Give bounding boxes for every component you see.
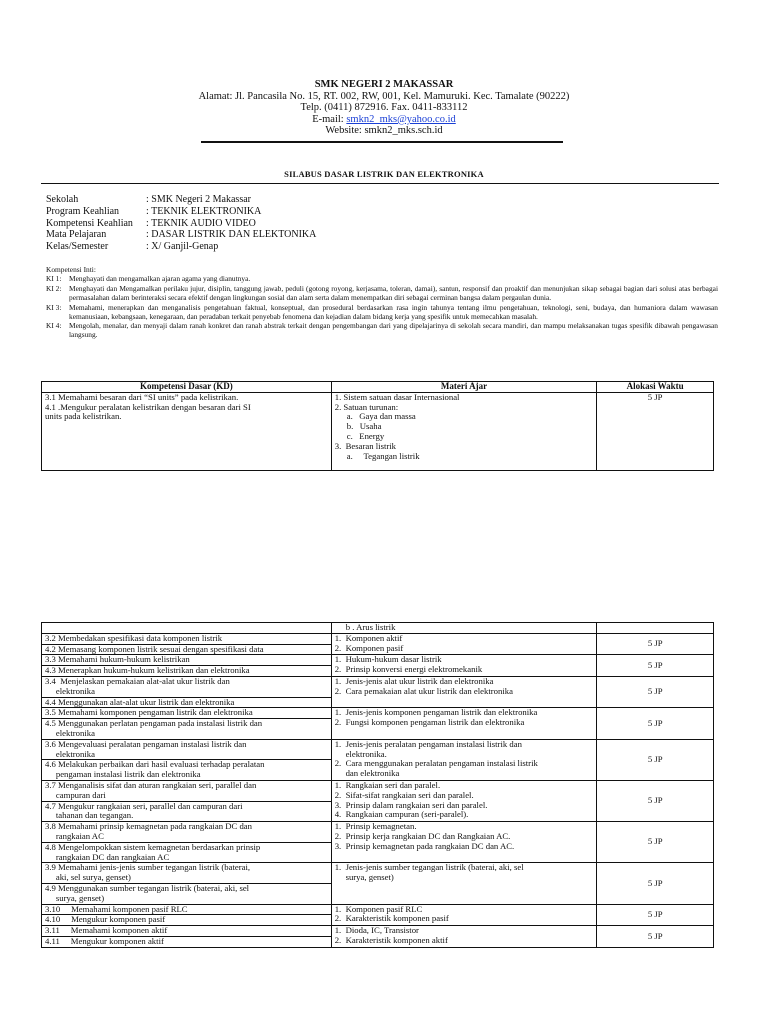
table-row	[42, 863, 714, 884]
materi-line: 2. Karakteristik komponen pasif	[334, 913, 449, 924]
kd-line: 3.10 Memahami komponen pasif RLC	[45, 903, 188, 914]
table-row	[42, 926, 714, 937]
materi-line: 1. Komponen pasif RLC	[334, 903, 423, 914]
materi-line: 2. Satuan turunan:	[334, 401, 399, 412]
materi-line: 2. Prinsip konversi energi elektromekanik	[334, 664, 483, 675]
ki-item	[46, 322, 718, 340]
kd-line: 3.11 Memahami komponen aktif	[45, 925, 168, 936]
email-label: E-mail:	[312, 113, 347, 125]
waktu-cell: 5 JP	[597, 708, 714, 739]
kd-cell	[42, 392, 332, 470]
ki-text: Menghayati dan mengamalkan ajaran agama yang dianutnya.	[69, 273, 251, 283]
waktu-cell: 5 JP	[597, 780, 714, 821]
materi-cell	[331, 708, 597, 739]
kd-line: 3.3 Memahami hukum-hukum kelistrikan	[45, 654, 190, 665]
kd-line: surya, genset)	[45, 892, 105, 903]
syllabus-table-1	[41, 381, 714, 471]
kd-line: 3.1 Memahami besaran dari “SI units” pada kelistrikan.	[45, 391, 239, 402]
kd-cell	[42, 633, 332, 644]
materi-line: elektronika.	[334, 748, 387, 759]
table-row	[42, 780, 714, 801]
kd-line: 4.7 Mengukur rangkaian seri, parallel dan campuran dari	[45, 800, 243, 811]
identity-value: : DASAR LISTRIK DAN ELEKTONIKA	[146, 229, 317, 241]
table-row	[42, 623, 714, 634]
materi-line: 1. Komponen aktif	[334, 632, 403, 643]
kd-cell	[42, 822, 332, 843]
table-row	[42, 739, 714, 760]
table-row	[42, 708, 714, 719]
materi-line: 2. Fungsi komponen pengaman listrik dan elektronika	[334, 717, 525, 728]
materi-line: 2. Komponen pasif	[334, 642, 404, 653]
kd-line: rangkaian AC	[45, 830, 104, 841]
kd-cell	[42, 719, 332, 740]
kd-cell	[42, 780, 332, 801]
identity-label: Sekolah	[46, 194, 79, 205]
kd-line: elektronika	[45, 685, 95, 696]
materi-line: 1. Sistem satuan dasar Internasional	[334, 391, 460, 402]
materi-line: surya, genset)	[334, 872, 394, 883]
kd-line: 4.5 Menggunakan perlatan pengaman pada instalasi listrik dan	[45, 718, 263, 729]
kd-cell	[42, 915, 332, 926]
materi-line: a. Tegangan listrik	[346, 450, 420, 461]
ki-label: KI 2:	[46, 283, 62, 293]
kd-cell	[42, 623, 332, 634]
ki-heading: Kompetensi Inti:	[46, 265, 96, 274]
kd-line: 3.8 Memahami prinsip kemagnetan pada rangkaian DC dan	[45, 821, 252, 832]
syllabus-table-2	[41, 622, 714, 948]
materi-line: 2. Cara menggunakan peralatan pengaman instalasi listrik	[334, 758, 538, 769]
kd-cell	[42, 739, 332, 760]
kd-cell	[42, 708, 332, 719]
kd-cell	[42, 926, 332, 937]
kd-cell	[42, 697, 332, 708]
school-phone: Telp. (0411) 872916. Fax. 0411-833112	[300, 102, 468, 114]
ki-list	[46, 275, 718, 340]
table-row	[42, 904, 714, 915]
kd-line: pengaman instalasi listrik dan elektronika	[45, 769, 201, 780]
materi-line: c. Energy	[346, 430, 385, 441]
identity-label: Kelas/Semester	[46, 241, 109, 253]
identity-row	[46, 206, 316, 218]
waktu-cell: 5 JP	[597, 863, 714, 904]
kd-line: 3.6 Mengevaluasi peralatan pengaman instalasi listrik dan	[45, 738, 247, 749]
materi-cell	[331, 780, 597, 821]
table-row	[42, 655, 714, 666]
kd-cell	[42, 760, 332, 781]
identity-label: Mata Pelajaran	[46, 229, 107, 241]
materi-line: 1. Jenis-jenis komponen pengaman listrik dan elektronika	[334, 707, 538, 718]
identity-value: : SMK Negeri 2 Makassar	[146, 194, 251, 205]
kd-line: 3.9 Memahami jenis-jenis sumber tegangan listrik (baterai,	[45, 862, 251, 873]
materi-line: 4. Rangkaian campuran (seri-paralel).	[334, 809, 469, 820]
kd-line: campuran dari	[45, 789, 106, 800]
ki-label: KI 4:	[46, 321, 62, 331]
kd-line: 3.2 Membedakan spesifikasi data komponen listrik	[45, 632, 223, 643]
identity-block	[46, 194, 316, 253]
letterhead-divider	[201, 141, 563, 143]
header-kd: Kompetensi Dasar (KD)	[42, 382, 332, 393]
materi-line: b. Usaha	[346, 421, 382, 432]
kd-cell	[42, 883, 332, 904]
kd-line: 3.5 Memahami komponen pengaman listrik dan elektronika	[45, 707, 253, 718]
document-title: SILABUS DASAR LISTRIK DAN ELEKTRONIKA	[284, 169, 484, 179]
kd-line: 4.4 Menggunakan alat-alat ukur listrik dan elektronika	[45, 696, 235, 707]
waktu-cell: 5 JP	[597, 739, 714, 780]
kd-line: 4.10 Mengukur komponen pasif	[45, 914, 166, 925]
materi-cell	[331, 822, 597, 863]
kd-line: elektronika	[45, 727, 95, 738]
kd-line: 4.6 Melakukan perbaikan dari hasil evaluasi terhadap peralatan	[45, 759, 265, 770]
kd-cell	[42, 655, 332, 666]
identity-row	[46, 218, 316, 230]
identity-label: Program Keahlian	[46, 205, 120, 217]
table-row	[42, 676, 714, 697]
kd-line: 4.3 Menerapkan hukum-hukum kelistrikan dan elektronika	[45, 665, 250, 676]
kd-line: units pada kelistrikan.	[45, 411, 122, 422]
identity-row	[46, 241, 316, 253]
kd-line: tahanan dan tegangan.	[45, 810, 134, 821]
ki-item	[46, 275, 718, 284]
materi-line: 3. Besaran listrik	[334, 440, 397, 451]
letterhead	[0, 79, 768, 137]
email-link[interactable]: smkn2_mks@yahoo.co.id	[346, 113, 456, 125]
waktu-cell: 5 JP	[597, 655, 714, 677]
waktu-cell: 5 JP	[597, 633, 714, 655]
identity-value: : X/ Ganjil-Genap	[146, 241, 219, 253]
school-name: SMK NEGERI 2 MAKASSAR	[314, 79, 454, 90]
materi-cell	[331, 863, 597, 904]
waktu-cell: 5 JP	[597, 904, 714, 926]
school-website: Website: smkn2_mks.sch.id	[325, 125, 443, 137]
materi-line: 2. Cara pemakaian alat ukur listrik dan elektronika	[334, 685, 513, 696]
materi-line: 1. Jenis-jenis peralatan pengaman instalasi listrik dan	[334, 738, 522, 749]
ki-text: Memahami, menerapkan dan menganalisis pengetahuan faktual, konseptual, dan prosedural berdasarkan rasa ingin tahunya tentang ilmu pengetahuan, teknologi, seni, budaya, dan humaniora dalam wawasan kemanusiaan, kebangsaan, kenegaraan, dan peradaban terkait penyebab fenomena dan kejadian dalam bidang kerja yang spesifik untuk memecahkan masalah.	[69, 302, 718, 321]
kd-cell	[42, 801, 332, 822]
identity-label: Kompetensi Keahlian	[46, 217, 133, 229]
materi-cell	[331, 676, 597, 707]
ki-label: KI 1:	[46, 273, 62, 283]
kd-cell	[42, 644, 332, 655]
materi-line: a. Gaya dan massa	[346, 411, 416, 422]
kd-line: 3.4 Menjelaskan pemakaian alat-alat ukur listrik dan	[45, 675, 230, 686]
waktu-cell: 5 JP	[597, 676, 714, 707]
materi-cell: b . Arus listrik	[331, 623, 597, 634]
ki-text: Mengolah, menalar, dan menyaji dalam ranah konkret dan ranah abstrak terkait dengan pengembangan dari yang dipelajarinya di sekolah secara mandiri, dan mampu melaksanakan tugas spesifik dibawah pengawasan langsung.	[69, 321, 718, 340]
identity-row	[46, 194, 316, 206]
core-competence-block	[46, 266, 718, 341]
kd-cell	[42, 666, 332, 677]
kd-line: 4.11 Mengukur komponen aktif	[45, 935, 164, 946]
materi-line: 1. Prinsip kemagnetan.	[334, 821, 417, 832]
materi-line: 2. Sifat-sifat rangkaian seri dan paralel.	[334, 789, 474, 800]
materi-line: 2. Karakteristik komponen aktif	[334, 934, 448, 945]
kd-line: 4.9 Menggunakan sumber tegangan listrik (baterai, aki, sel	[45, 882, 250, 893]
materi-line: 1. Jenis-jenis sumber tegangan listrik (baterai, aki, sel	[334, 862, 524, 873]
kd-cell	[42, 863, 332, 884]
materi-cell	[331, 739, 597, 780]
materi-cell	[331, 904, 597, 926]
materi-line: 1. Jenis-jenis alat ukur listrik dan elektronika	[334, 675, 494, 686]
kd-line: 4.2 Memasang komponen listrik sesuai dengan spesifikasi data	[45, 643, 264, 654]
school-address: Alamat: Jl. Pancasila No. 15, RT. 002, RW, 001, Kel. Mamuruki. Kec. Tamalate (90222)	[198, 90, 570, 102]
title-divider	[41, 183, 719, 184]
table-row	[42, 822, 714, 843]
ki-item	[46, 304, 718, 322]
materi-line: 1. Rangkaian seri dan paralel.	[334, 779, 441, 790]
header-waktu: Alokasi Waktu	[597, 382, 714, 393]
materi-line: 1. Hukum-hukum dasar listrik	[334, 654, 442, 665]
table-row	[42, 633, 714, 644]
kd-line: 4.1 .Mengukur peralatan kelistrikan dengan besaran dari SI	[45, 401, 251, 412]
waktu-cell: 5 JP	[597, 822, 714, 863]
ki-label: KI 3:	[46, 302, 62, 312]
materi-line: 2. Prinsip kerja rangkaian DC dan Rangkaian AC.	[334, 830, 511, 841]
materi-line: 3. Prinsip kemagnetan pada rangkaian DC dan AC.	[334, 840, 515, 851]
materi-cell	[331, 926, 597, 948]
ki-text: Menghayati dan Mengamalkan perilaku jujur, disiplin, tanggung jawab, peduli (gotong royong, kerjasama, toleran, damai), santun, responsif dan proaktif dan menunjukan sikap sebagai bagian dari solusi atas berbagai permasalahan dalam berinteraksi secara efektif dengan lingkungan sosial dan alam serta dalam menempatkan diri sebagai cerminan bangsa dalam pergaulan dunia.	[69, 283, 718, 302]
identity-value: : TEKNIK ELEKTRONIKA	[146, 205, 262, 217]
kd-line: 4.8 Mengelompokkan sistem kemagnetan berdasarkan prinsip	[45, 841, 261, 852]
materi-line: 3. Prinsip dalam rangkaian seri dan paralel.	[334, 799, 488, 810]
waktu-cell: 5 JP	[597, 392, 714, 470]
identity-row	[46, 229, 316, 241]
kd-line: elektronika	[45, 748, 95, 759]
materi-cell	[331, 392, 597, 470]
identity-value: : TEKNIK AUDIO VIDEO	[146, 217, 256, 229]
kd-cell	[42, 676, 332, 697]
kd-line: rangkaian DC dan rangkaian AC	[45, 851, 170, 862]
kd-cell	[42, 842, 332, 863]
kd-line: 3.7 Menganalisis sifat dan aturan rangkaian seri, parallel dan	[45, 779, 257, 790]
school-email-line	[0, 114, 768, 126]
header-materi: Materi Ajar	[331, 382, 597, 393]
materi-cell	[331, 633, 597, 655]
materi-cell	[331, 655, 597, 677]
materi-line: 1. Dioda, IC, Transistor	[334, 925, 419, 936]
waktu-cell: 5 JP	[597, 926, 714, 948]
kd-cell	[42, 936, 332, 947]
table-row	[42, 392, 714, 470]
kd-line: aki, sel surya, genset)	[45, 872, 131, 883]
kd-cell	[42, 904, 332, 915]
materi-line: dan elektronika	[334, 768, 400, 779]
table-header-row	[42, 382, 714, 393]
waktu-cell	[597, 623, 714, 634]
ki-item	[46, 285, 718, 303]
